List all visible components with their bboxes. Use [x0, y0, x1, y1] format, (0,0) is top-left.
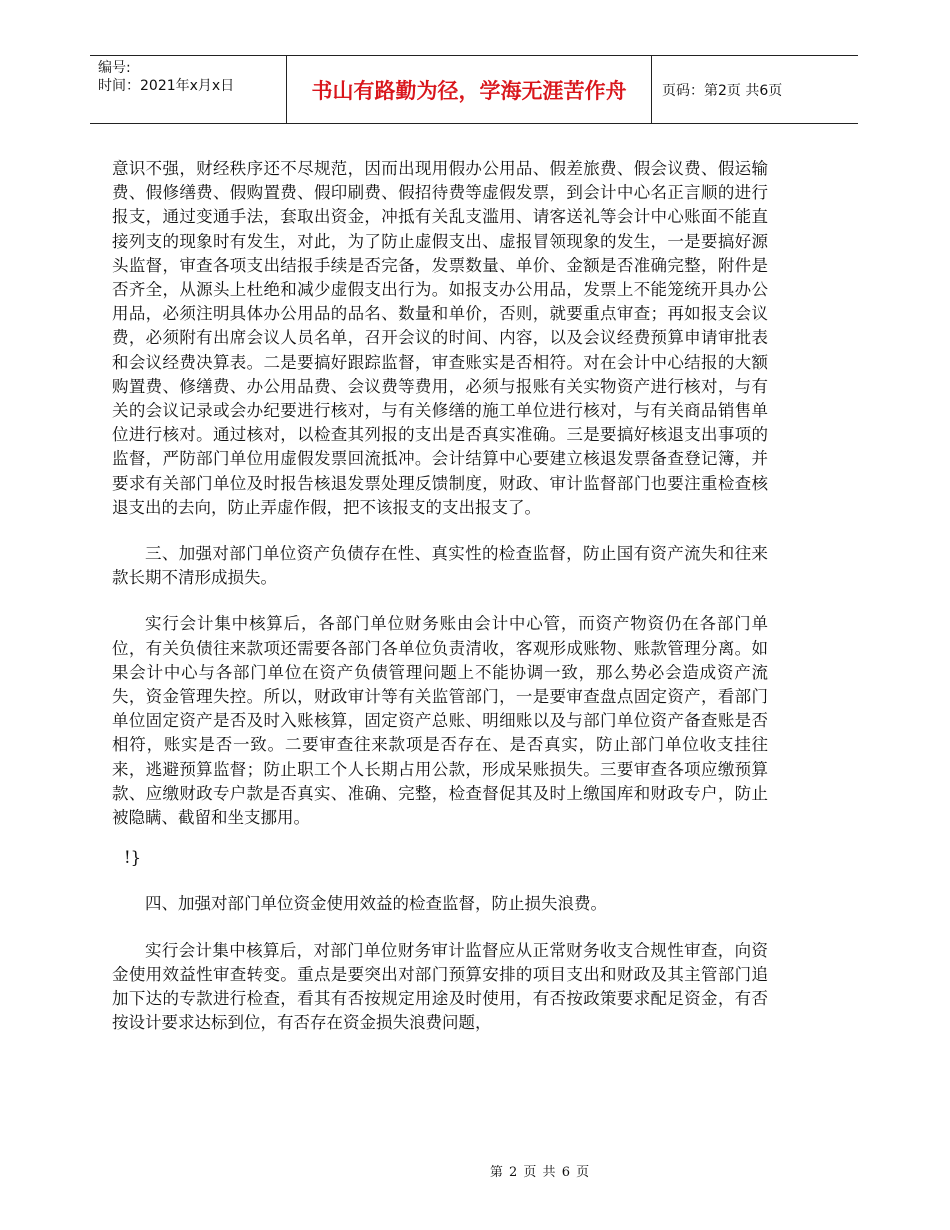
page-footer: 第 2 页 共 6 页 [489, 1165, 591, 1180]
page-header [90, 55, 858, 124]
header-motto: 书山有路勤为径，学海无涯苦作舟 [286, 56, 652, 123]
document-date: 时间：2021年x月x日 [98, 78, 235, 94]
header-meta [90, 56, 286, 123]
section-heading: 四、加强对部门单位资金使用效益的检查监督，防止损失浪费。 [145, 894, 607, 914]
document-body [112, 157, 768, 1036]
header-page-indicator: 页码：第2页 共6页 [662, 82, 783, 99]
body-paragraph: 实行会计集中核算后，对部门单位财务审计监督应从正常财务收支合规性审查，向资金使用效益性审查转变。重点是要突出对部门预算安排的项目支出和财政及其主管部门追加下达的专款进行检查，看其有否按规定用途及时使用，有否按政策要求配足资金，有否按设计要求达标到位，有否存在资金损失浪费问题， [112, 940, 768, 1033]
stray-mark: !} [124, 848, 142, 868]
body-paragraph: 意识不强，财经秩序还不尽规范，因而出现用假办公用品、假差旅费、假会议费、假运输费、假修缮费、假购置费、假印刷费、假招待费等虚假发票，到会计中心名正言顺的进行报支，通过变通手法，套取出资金，冲抵有关乱支滥用、请客送礼等会计中心账面不能直接列支的现象时有发生，对此，为了防止虚假支出、虚报冒领现象的发生，一是要搞好源头监督，审查各项支出结报手续是否完备，发票数量、单价、金额是否准确完整，附件是否齐全，从源头上杜绝和减少虚假支出行为。如报支办公用品，发票上不能笼统开具办公用品，必须注明具体办公用品的品名、数量和单价，否则，就要重点审查；再如报支会议费，必须附有出席会议人员名单，召开会议的时间、内容，以及会议经费预算申请审批表和会议经费决算表。二是要搞好跟踪监督，审查账实是否相符。对在会计中心结报的大额购置费、修缮费、办公用品费、会议费等费用，必须与报账有关实物资产进行核对，与有关的会议记录或会办纪要进行核对，与有关修缮的施工单位进行核对，与有关商品销售单位进行核对。通过核对，以检查其列报的支出是否真实准确。三是要搞好核退支出事项的监督，严防部门单位用虚假发票回流抵冲。会计结算中心要建立核退发票备查登记簿，并要求有关部门单位及时报告核退发票处理反馈制度，财政、审计监督部门也要注重检查核退支出的去向，防止弄虚作假，把不该报支的支出报支了。 [112, 159, 768, 517]
section-heading: 三、加强对部门单位资产负债存在性、真实性的检查监督，防止国有资产流失和往来款长期不清形成损失。 [112, 544, 768, 588]
body-paragraph: 实行会计集中核算后，各部门单位财务账由会计中心管，而资产物资仍在各部门单位，有关负债往来款项还需要各部门各单位负责清收，客观形成账物、账款管理分离。如果会计中心与各部门单位在资产负债管理问题上不能协调一致，那么势必会造成资产流失，资金管理失控。所以，财政审计等有关监管部门，一是要审查盘点固定资产，看部门单位固定资产是否及时入账核算，固定资产总账、明细账以及与部门单位资产备查账是否相符，账实是否一致。二要审查往来款项是否存在、是否真实，防止部门单位收支挂往来，逃避预算监督；防止职工个人长期占用公款，形成呆账损失。三要审查各项应缴预算款、应缴财政专户款是否真实、准确、完整，检查督促其及时上缴国库和财政专户，防止被隐瞒、截留和坐支挪用。 [112, 614, 768, 828]
document-number-label: 编号: [98, 60, 131, 76]
